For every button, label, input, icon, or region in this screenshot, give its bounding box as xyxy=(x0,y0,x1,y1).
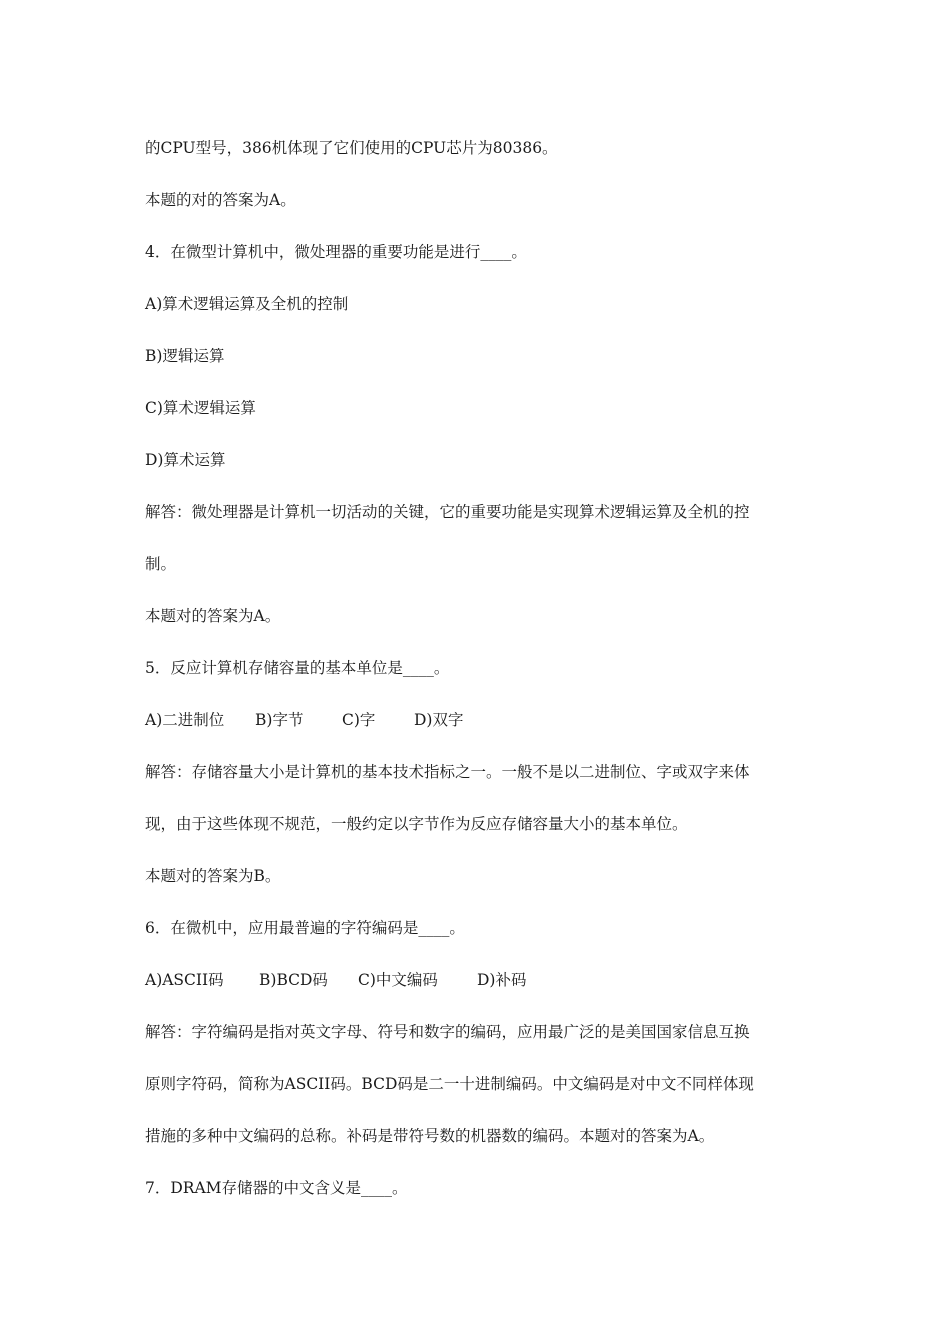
q4-explanation-line-2: 制。 xyxy=(145,555,177,573)
q5-explanation-line-2: 现，由于这些体现不规范，一般约定以字节作为反应存储容量大小的基本单位。 xyxy=(145,815,688,833)
q6-explanation-line-2: 原则字符码，简称为ASCII码。BCD码是二一十进制编码。中文编码是对中文不同样体现 xyxy=(145,1075,754,1093)
question-5: 5．反应计算机存储容量的基本单位是____。 xyxy=(145,659,450,677)
q5-option-a: A)二进制位 xyxy=(145,711,225,729)
q4-explanation-line-1: 解答：微处理器是计算机一切活动的关键，它的重要功能是实现算术逻辑运算及全机的控 xyxy=(145,503,750,521)
question-6: 6．在微机中，应用最普遍的字符编码是____。 xyxy=(145,919,465,937)
q5-explanation-line-1: 解答：存储容量大小是计算机的基本技术指标之一。一般不是以二进制位、字或双字来体 xyxy=(145,763,750,781)
q6-options xyxy=(145,970,815,990)
answer-line: 本题对的答案为B。 xyxy=(145,867,281,885)
q4-option-b: B)逻辑运算 xyxy=(145,347,225,365)
q6-option-b: B)BCD码 xyxy=(259,971,328,989)
q6-option-a: A)ASCII码 xyxy=(145,971,224,989)
answer-line: 本题对的答案为A。 xyxy=(145,607,281,625)
q5-option-c: C)字 xyxy=(342,711,376,729)
question-7: 7．DRAM存储器的中文含义是____。 xyxy=(145,1179,408,1197)
q6-explanation-line-3: 措施的多种中文编码的总称。补码是带符号数的机器数的编码。本题对的答案为A。 xyxy=(145,1127,715,1145)
q4-option-d: D)算术运算 xyxy=(145,451,226,469)
text-line: 的CPU型号，386机体现了它们使用的CPU芯片为80386。 xyxy=(145,139,558,157)
q6-explanation-line-1: 解答：字符编码是指对英文字母、符号和数字的编码，应用最广泛的是美国国家信息互换 xyxy=(145,1023,750,1041)
question-4: 4．在微型计算机中，微处理器的重要功能是进行____。 xyxy=(145,243,527,261)
q5-option-b: B)字节 xyxy=(255,711,304,729)
q4-option-a: A)算术逻辑运算及全机的控制 xyxy=(145,295,349,313)
q5-options xyxy=(145,710,815,730)
q6-option-c: C)中文编码 xyxy=(358,971,438,989)
answer-line: 本题的对的答案为A。 xyxy=(145,191,296,209)
q6-option-d: D)补码 xyxy=(477,971,527,989)
q5-option-d: D)双字 xyxy=(414,711,464,729)
q4-option-c: C)算术逻辑运算 xyxy=(145,399,256,417)
